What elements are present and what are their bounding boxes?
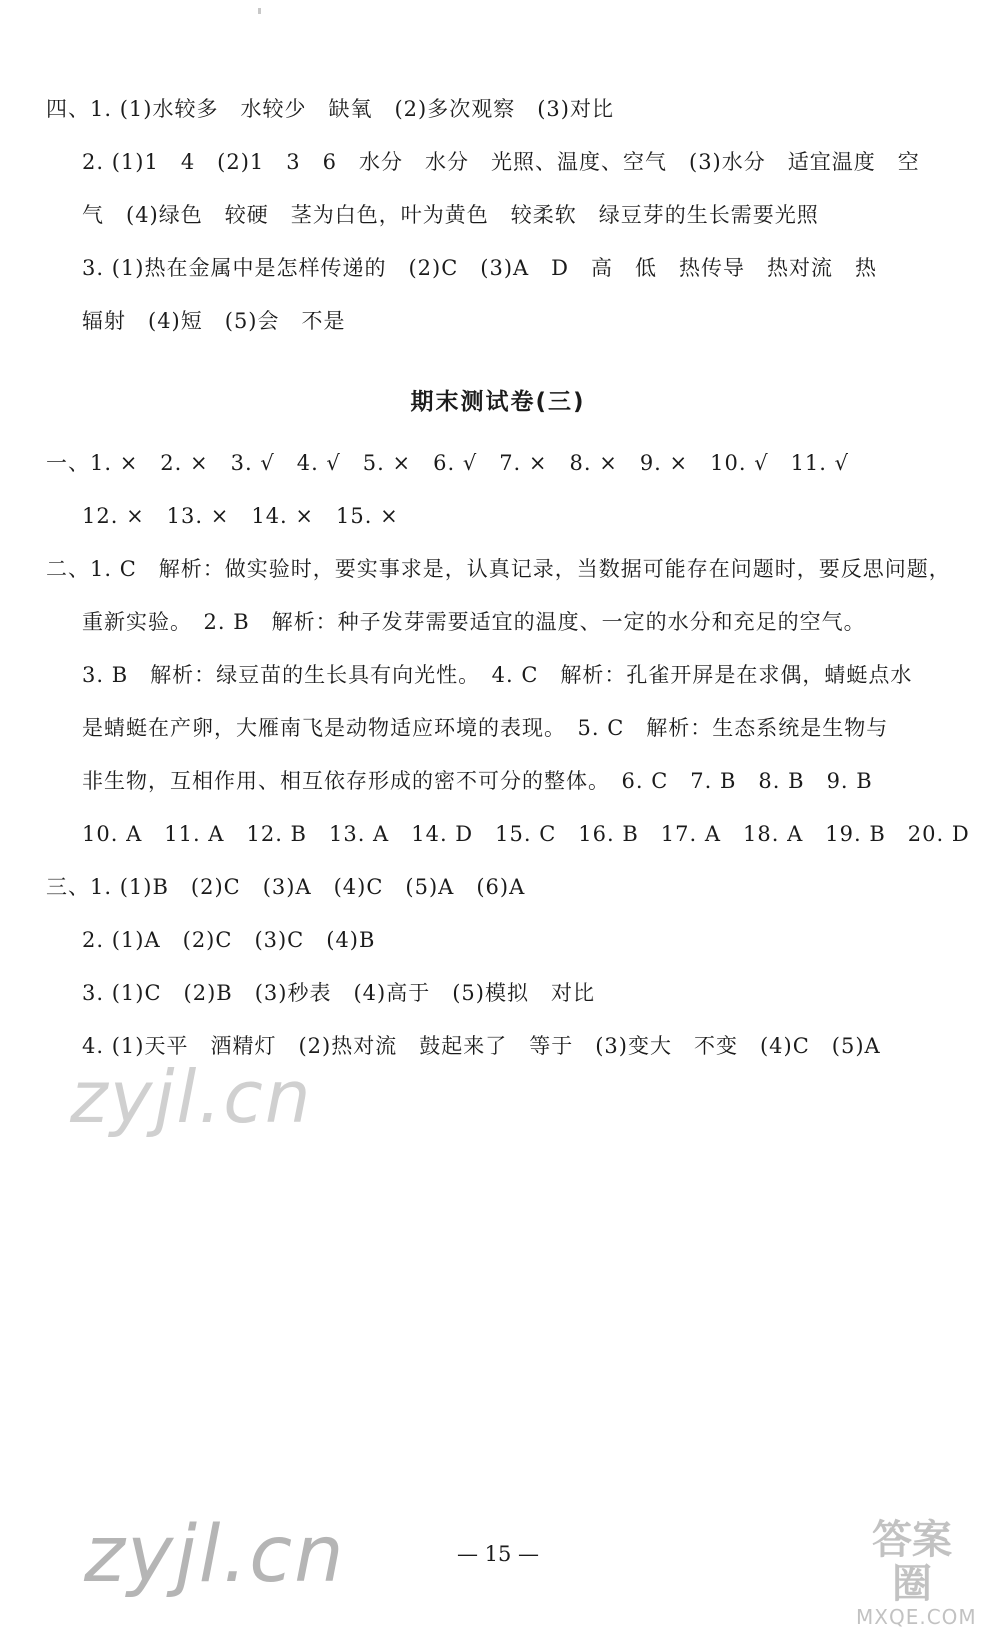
watermark-mid: zyjl.cn [70,1055,313,1139]
section-1-line2: 12. × 13. × 14. × 15. × [82,504,399,528]
section-3-q3: 3. (1)C (2)B (3)秒表 (4)高于 (5)模拟 对比 [82,981,595,1005]
section-2-line5: 非生物，互相作用、相互依存形成的密不可分的整体。 6. C 7. B 8. B 9. B [82,769,873,793]
section-4-q3-line1: 3. (1)热在金属中是怎样传递的 (2)C (3)A D 高 低 热传导 热对流 热 [82,256,878,280]
section-2-line2: 重新实验。 2. B 解析：种子发芽需要适宜的温度、一定的水分和充足的空气。 [82,610,866,634]
section-3-q4: 4. (1)天平 酒精灯 (2)热对流 鼓起来了 等于 (3)变大 不变 (4)C (5)A [82,1034,881,1058]
logo-text: 答案圈 [872,1517,952,1607]
section-4-q2-line2: 气 (4)绿色 较硬 茎为白色，叶为黄色 较柔软 绿豆芽的生长需要光照 [82,203,819,227]
section-1-line1: 一、1. × 2. × 3. √ 4. √ 5. × 6. √ 7. × 8. × 9. × 10. √ 11. √ [46,451,850,475]
section-2-line4: 是蜻蜓在产卵，大雁南飞是动物适应环境的表现。 5. C 解析：生态系统是生物与 [82,716,889,740]
section-2-line1: 二、1. C 解析：做实验时，要实事求是，认真记录，当数据可能存在问题时，要反思问题， [46,557,951,581]
section-4-q1: 四、1. (1)水较多 水较少 缺氧 (2)多次观察 (3)对比 [46,97,614,121]
section-2-line3: 3. B 解析：绿豆苗的生长具有向光性。 4. C 解析：孔雀开屏是在求偶，蜻蜓点水 [82,663,913,687]
scan-mark [258,8,261,14]
watermark-bottom: zyjl.cn [84,1510,346,1600]
section-3-q1: 三、1. (1)B (2)C (3)A (4)C (5)A (6)A [46,875,526,899]
section-4-q2-line1: 2. (1)1 4 (2)1 3 6 水分 水分 光照、温度、空气 (3)水分 适宜温度 空 [82,150,920,174]
logo-domain: MXQE.COM [856,1605,977,1629]
section-4-q3-line2: 辐射 (4)短 (5)会 不是 [82,309,346,333]
section-3-q2: 2. (1)A (2)C (3)C (4)B [82,928,376,952]
exam-title: 期末测试卷(三) [410,389,586,415]
page-number: — 15 — [456,1542,540,1566]
section-2-line6: 10. A 11. A 12. B 13. A 14. D 15. C 16. B 17. A 18. A 19. B 20. D [82,822,970,846]
